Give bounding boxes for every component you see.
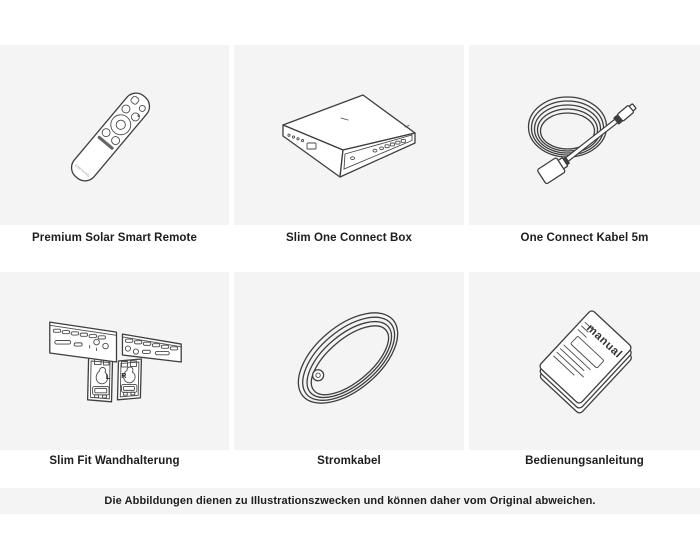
accessory-label-power-cable: Stromkabel xyxy=(317,455,381,467)
cable-end-cap xyxy=(310,368,325,383)
accessory-label-wall-mount: Slim Fit Wandhalterung xyxy=(49,455,180,467)
bracket-left xyxy=(88,358,113,402)
accessory-cell-wall-mount xyxy=(0,272,229,488)
accessory-cell-manual xyxy=(469,272,700,488)
rail-plate-left xyxy=(50,322,117,362)
one-connect-cable-illustration xyxy=(469,45,700,225)
accessory-tile-one-connect-cable xyxy=(469,45,700,225)
accessory-cell-one-connect-cable xyxy=(469,45,700,272)
accessory-cell-remote xyxy=(0,45,229,272)
accessory-tile-one-connect-box xyxy=(234,45,464,225)
accessory-label-one-connect-box: Slim One Connect Box xyxy=(286,232,412,244)
bracket-right-letter: R xyxy=(121,372,127,380)
accessory-cell-power-cable xyxy=(234,272,464,488)
disclaimer-bar xyxy=(0,488,700,514)
accessory-cell-one-connect-box xyxy=(234,45,464,272)
disclaimer-text: Die Abbildungen dienen zu Illustrationszwecken und können daher vom Original abweichen. xyxy=(104,495,596,507)
small-connector xyxy=(613,103,637,125)
user-manual-illustration xyxy=(469,272,700,450)
accessory-tile-power-cable xyxy=(234,272,464,450)
accessory-label-one-connect-cable: One Connect Kabel 5m xyxy=(520,232,649,244)
power-cable-illustration xyxy=(234,272,464,450)
power-cable-coil xyxy=(282,296,414,421)
remote-body xyxy=(67,88,155,185)
bracket-right xyxy=(117,359,141,400)
rail-plate-right xyxy=(122,334,181,362)
accessory-label-remote: Premium Solar Smart Remote xyxy=(32,232,197,244)
manual-cover-text: manual xyxy=(583,322,625,361)
accessory-label-manual: Bedienungsanleitung xyxy=(525,455,644,467)
accessory-tile-wall-mount xyxy=(0,272,229,450)
accessory-tile-manual xyxy=(469,272,700,450)
remote-control-illustration xyxy=(0,45,229,225)
bracket-left-letter: L xyxy=(105,371,111,381)
remote-brand-text: SAMSUNG xyxy=(73,163,91,179)
cable-coil xyxy=(529,97,607,157)
accessory-tile-remote xyxy=(0,45,229,225)
wall-mount-illustration xyxy=(0,272,229,450)
one-connect-box-illustration xyxy=(234,45,464,225)
